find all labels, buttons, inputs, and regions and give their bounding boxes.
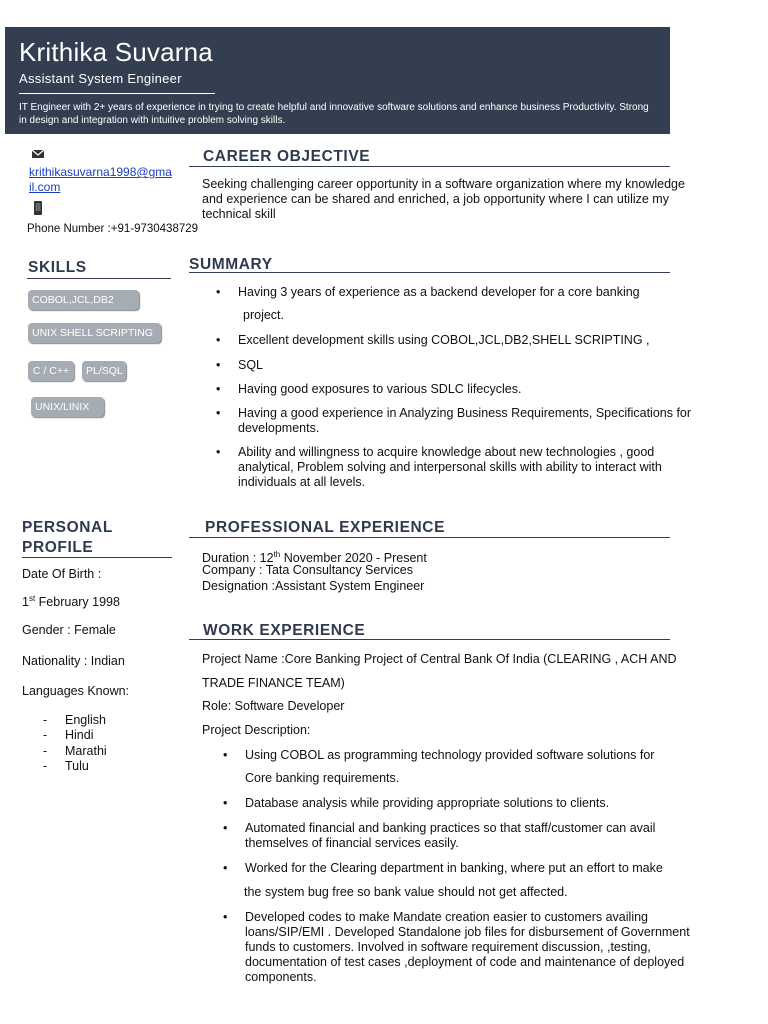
skill-pill: UNIX SHELL SCRIPTING xyxy=(28,323,161,343)
language-item: - English xyxy=(43,713,106,727)
work-list xyxy=(223,748,698,985)
summary-item: • Having a good experience in Analyzing Business Requirements, Specifications for developments. xyxy=(216,406,698,436)
phone-icon xyxy=(31,201,45,215)
language-item: - Marathi xyxy=(43,744,107,758)
personal-profile-title: PERSONAL PROFILE xyxy=(22,519,113,556)
work-experience-title: WORK EXPERIENCE xyxy=(203,622,366,639)
skills-title: SKILLS xyxy=(28,259,87,276)
job-company: Company : Tata Consultancy Services xyxy=(202,563,413,577)
work-item: • Automated financial and banking practices so that staff/customer can avail themselves of financial services easily. xyxy=(223,821,698,851)
work-item: • Worked for the Clearing department in banking, where put an effort to make xyxy=(223,861,698,876)
languages-label: Languages Known: xyxy=(22,684,130,698)
summary-item-cont: project. xyxy=(243,308,284,322)
email-link[interactable]: krithikasuvarna1998@gmail.com xyxy=(29,165,172,194)
candidate-name: Krithika Suvarna xyxy=(19,37,213,67)
skills-rule xyxy=(27,278,171,279)
summary-title: SUMMARY xyxy=(189,256,273,273)
summary-rule xyxy=(189,272,670,273)
language-item: - Hindi xyxy=(43,728,94,742)
summary-item: • Excellent development skills using COBOL,JCL,DB2,SHELL SCRIPTING , xyxy=(216,333,698,348)
candidate-tagline: IT Engineer with 2+ years of experience in trying to create helpful and innovative software solutions and enhance business Productivity. Strong in design and integration with intuitive problem solving skills. xyxy=(19,102,649,126)
career-objective-title: CAREER OBJECTIVE xyxy=(203,148,371,165)
work-item: • Using COBOL as programming technology provided software solutions for xyxy=(223,748,698,763)
skill-pill: PL/SQL xyxy=(82,361,126,381)
summary-item: • Having 3 years of experience as a backend developer for a core banking xyxy=(216,285,698,300)
project-description-label: Project Description: xyxy=(202,723,311,737)
project-name-line1: Project Name :Core Banking Project of Central Bank Of India (CLEARING , ACH AND xyxy=(202,652,677,666)
skill-pill: C / C++ xyxy=(28,361,74,381)
job-duration: Duration : 12th November 2020 - Present xyxy=(202,550,427,566)
summary-item: • Having good exposures to various SDLC lifecycles. xyxy=(216,382,698,397)
nationality: Nationality : Indian xyxy=(22,654,125,668)
header-banner xyxy=(5,27,670,134)
gender: Gender : Female xyxy=(22,623,116,637)
work-item: • Developed codes to make Mandate creation easier to customers availing loans/SIP/EMI . Developed Standalone job files for disbursement of Government funds to customers. Involved in software requirement discussion, ,testing, documentation of test cases ,deployment of code and maintenance of deployed components. xyxy=(223,910,698,985)
project-name-line2: TRADE FINANCE TEAM) xyxy=(202,676,345,690)
skill-pill: COBOL,JCL,DB2 xyxy=(28,290,139,310)
work-role: Role: Software Developer xyxy=(202,699,345,713)
summary-list xyxy=(216,285,698,490)
work-item: • Database analysis while providing appropriate solutions to clients. xyxy=(223,796,698,811)
career-objective-text: Seeking challenging career opportunity in a software organization where my knowledge and experience can be shared and enriched, a job opportunity where I can utilize my technical skill xyxy=(202,177,685,221)
personal-profile-rule xyxy=(22,557,172,558)
dob-value: 1st February 1998 xyxy=(22,594,120,610)
job-designation: Designation :Assistant System Engineer xyxy=(202,579,425,593)
summary-item: • Ability and willingness to acquire knowledge about new technologies , good analytical, Problem solving and interpersonal skills with ability to interact with individuals at all levels. xyxy=(216,445,698,490)
work-experience-rule xyxy=(189,639,670,640)
dob-label: Date Of Birth : xyxy=(22,567,102,581)
skill-pill: UNIX/LINIX xyxy=(31,397,104,417)
language-item: - Tulu xyxy=(43,759,89,773)
work-item-cont: the system bug free so bank value should not get affected. xyxy=(244,885,568,899)
summary-item: • SQL xyxy=(216,358,698,373)
header-divider xyxy=(19,93,215,94)
professional-experience-rule xyxy=(189,537,670,538)
work-item-cont: Core banking requirements. xyxy=(245,771,400,785)
candidate-role: Assistant System Engineer xyxy=(19,71,182,86)
professional-experience-title: PROFESSIONAL EXPERIENCE xyxy=(205,519,446,536)
phone-number: Phone Number :+91-9730438729 xyxy=(27,223,199,235)
envelope-icon xyxy=(31,147,45,161)
career-objective-rule xyxy=(189,166,670,167)
